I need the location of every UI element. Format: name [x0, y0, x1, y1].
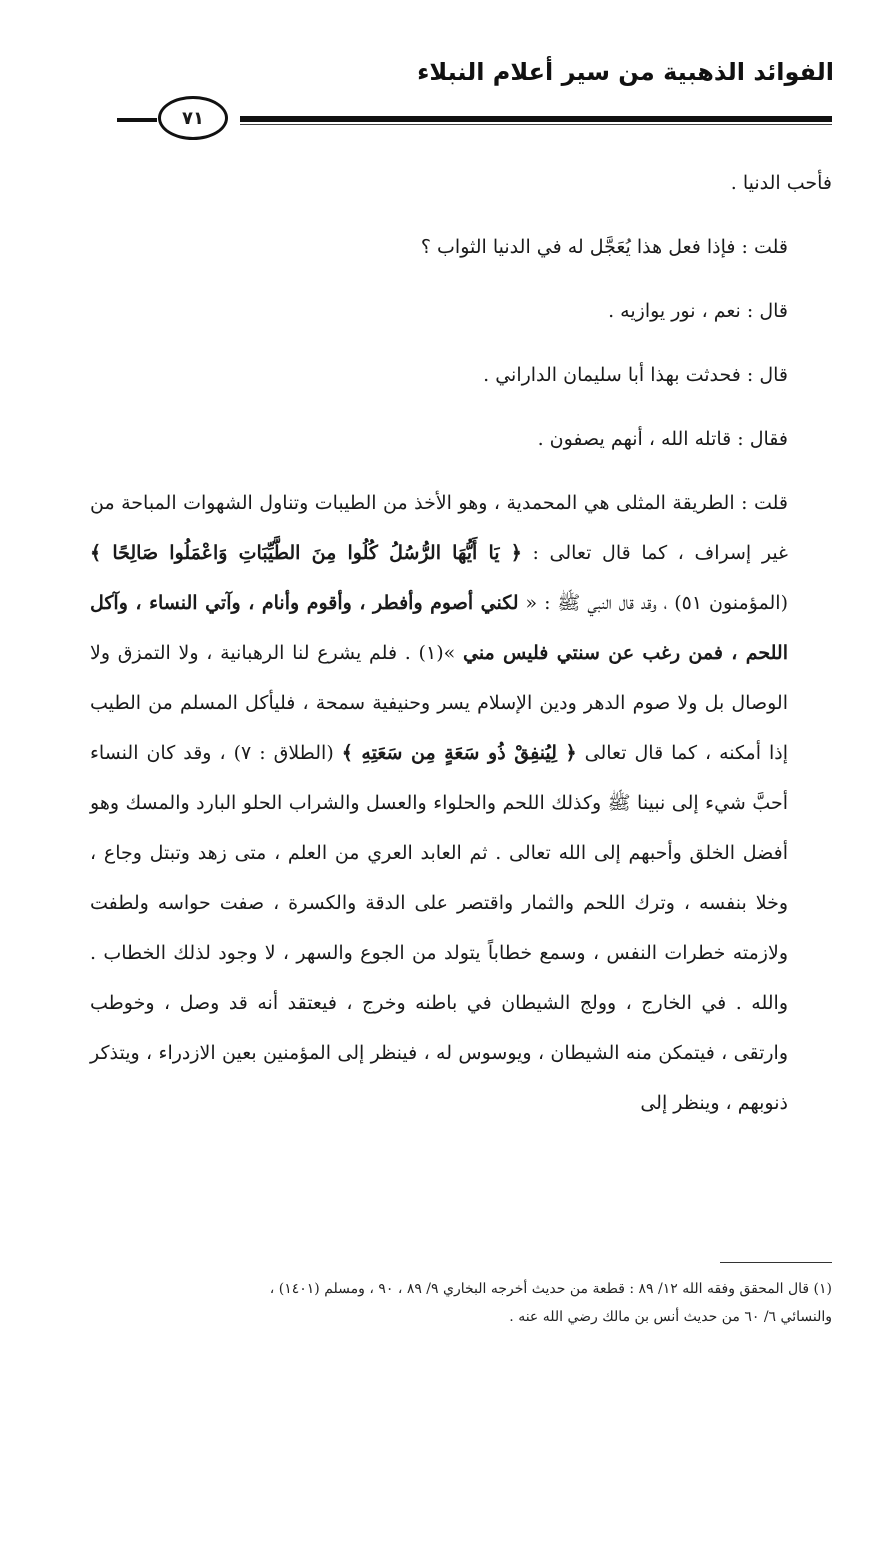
paragraph-6-part-c: »(١) . فلم يشرع لنا الرهبانية ، ولا التمزق ولا الوصال بل ولا صوم الدهر ودين الإسلام يسر وحنيفية سمحة ، فليأكل المسلم من الطيب إذا أمكنه ، كما قال تعالى	[90, 642, 788, 764]
paragraph-3: قال : نعم ، نور يوازيه .	[608, 300, 788, 322]
header-rule-thick	[240, 116, 832, 122]
main-text	[90, 158, 832, 1128]
paragraph-2: قلت : فإذا فعل هذا يُعَجَّل له في الدنيا الثواب ؟	[420, 236, 788, 258]
page-number: ٧١	[182, 107, 204, 129]
paragraph-5: فقال : قاتله الله ، أنهم يصفون .	[537, 428, 788, 450]
paragraph-4: قال : فحدثت بهذا أبا سليمان الداراني .	[483, 364, 788, 386]
footnote-line-1: (١) قال المحقق وفقه الله ١٢/ ٨٩ : قطعة من حديث أخرجه البخاري ٩/ ٨٩ ، ٩٠ ، ومسلم (١٤٠١) ،	[269, 1281, 832, 1297]
page-number-badge	[158, 96, 228, 140]
paragraph-6-part-a: قلت : الطريقة المثلى هي المحمدية ، وهو الأخذ من الطيبات وتناول الشهوات المباحة من غير إسراف ، كما قال تعالى :	[90, 492, 788, 564]
quran-verse-1: ﴿ يَا أَيُّهَا الرُّسُلُ كُلُوا مِنَ الطَّيِّبَاتِ وَاعْمَلُوا صَالِحًا ﴾	[90, 542, 522, 564]
footnote-separator	[720, 1262, 832, 1263]
header-rule-thin	[240, 124, 832, 125]
header-rule-left	[117, 118, 157, 122]
running-header-title: الفوائد الذهبية من سير أعلام النبلاء	[417, 58, 834, 86]
paragraph-1: فأحب الدنيا .	[730, 172, 832, 194]
quran-verse-2: ﴿ لِيُنفِقْ ذُو سَعَةٍ مِن سَعَتِهِ ﴾	[341, 742, 577, 764]
hadith-quote: لكني أصوم وأفطر ، وأقوم وأنام ، وآتي النساء ، وآكل اللحم ، فمن رغب عن سنتي فليس مني	[90, 592, 788, 664]
footnote-line-2: والنسائي ٦/ ٦٠ من حديث أنس بن مالك رضي الله عنه .	[509, 1309, 832, 1325]
paragraph-6-part-d: (الطلاق : ٧) ، وقد كان النساء أحبَّ شيء إلى نبينا ﷺ وكذلك اللحم والحلواء والعسل والشراب الحلو البارد والمسك وهو أفضل الخلق وأحبهم إلى الله تعالى . ثم العابد العري من العلم ، متى زهد وتبتل وجاع ، وخلا بنفسه ، وترك اللحم والثمار واقتصر على الدقة والكسرة ، صفت حواسه ولطفت ولازمته خطرات النفس ، وسمع خطاباً يتولد من الجوع والسهر ، لا وجود لذلك الخطاب . والله . في الخارج ، وولج الشيطان في باطنه وخرج ، فيعتقد أنه قد وصل ، وخوطب وارتقى ، فيتمكن منه الشيطان ، ويوسوس له ، فينظر إلى المؤمنين بعين الازدراء ، ويتذكر ذنوبهم ، وينظر إلى	[90, 742, 788, 1114]
footnote	[110, 1275, 832, 1331]
paragraph-6	[90, 478, 832, 1128]
paragraph-6-part-b: (المؤمنون ٥١) ، وقد قال النبي ﷺ : «	[518, 592, 788, 614]
